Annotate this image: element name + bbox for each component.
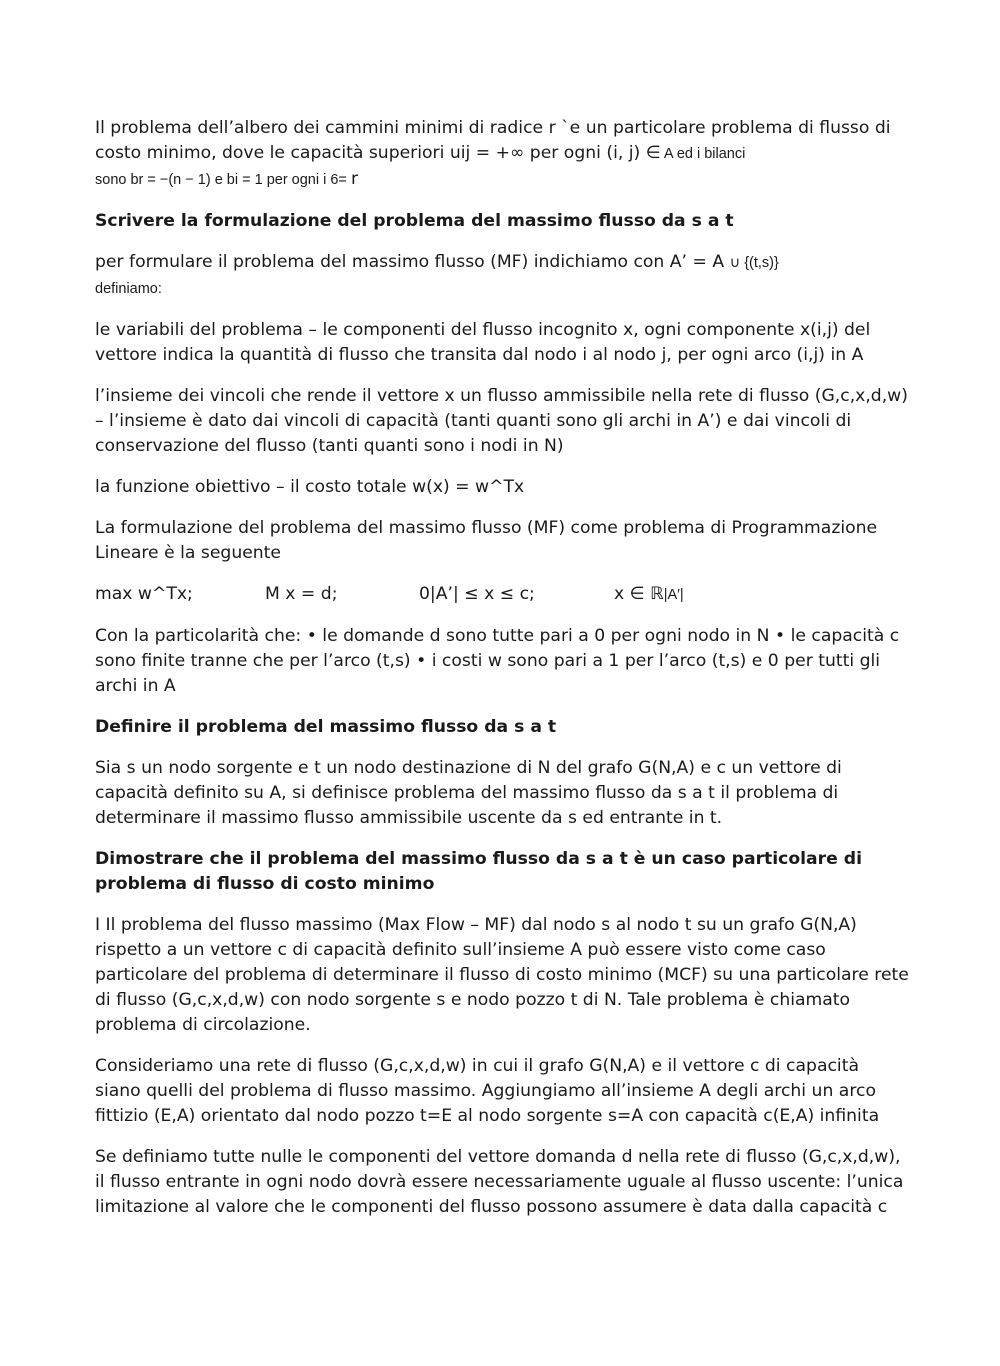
paragraph-definition: Sia s un nodo sorgente e t un nodo destinazione di N del grafo G(N,A) e c un vettore di capacità definito su A, si definisce problema del massimo flusso da s a t il problema di determinare il massimo flusso ammissibile uscente da s ed entrante in t.: [95, 758, 842, 828]
paragraph-text: ∪ {(t,s)}: [729, 255, 779, 271]
section-heading: Dimostrare che il problema del massimo flusso da s a t è un caso particolare di problema di flusso di costo minimo: [95, 849, 862, 894]
formula-objective: max w^Tx;: [95, 584, 193, 604]
formula-bounds: 0|A’| ≤ x ≤ c;: [419, 584, 535, 604]
paragraph-network-setup: Consideriamo una rete di flusso (G,c,x,d,w) in cui il grafo G(N,A) e il vettore c di capacità siano quelli del problema di flusso massimo. Aggiungiamo all’insieme A degli archi un arco fittizio (E,A) orientato dal nodo pozzo t=E al nodo sorgente s=A con capacità c(E,A) infinita: [95, 1056, 880, 1126]
document-body: [95, 116, 910, 1236]
paragraph-lp-formulation: La formulazione del problema del massimo flusso (MF) come problema di Programmazione Lineare è la seguente: [95, 518, 878, 563]
paragraph-text: r: [350, 169, 359, 189]
formula-domain: [614, 582, 684, 608]
paragraph-variables: le variabili del problema – le componenti del flusso incognito x, ogni componente x(i,j) del vettore indica la quantità di flusso che transita dal nodo i al nodo j, per ogni arco (i,j) in A: [95, 320, 871, 365]
paragraph-text: Il problema dell’albero dei cammini minimi di radice r `e un particolare problema di flusso di costo minimo, dove le capacità superiori uij = +∞ per ogni (i, j) ∈: [95, 118, 891, 163]
paragraph-shortest-path-tree: [95, 116, 910, 193]
section-heading: Definire il problema del massimo flusso da s a t: [95, 717, 557, 737]
paragraph-formulation-intro: [95, 250, 910, 302]
paragraph-text: sono br = −(n − 1) e bi = 1 per ogni i 6=: [95, 172, 351, 188]
paragraph-particularities: Con la particolarità che: • le domande d sono tutte pari a 0 per ogni nodo in N • le capacità c sono finite tranne che per l’arco (t,s) • i costi w sono pari a 1 per l’arco (t,s) e 0 per tutti gli archi in A: [95, 626, 900, 696]
paragraph-maxflow-as-mcf: I Il problema del flusso massimo (Max Flow – MF) dal nodo s al nodo t su un grafo G(N,A) rispetto a un vettore c di capacità definito sull’insieme A può essere visto come caso particolare del problema di determinare il flusso di costo minimo (MCF) su una particolare rete di flusso (G,c,x,d,w) con nodo sorgente s e nodo pozzo t di N. Tale problema è chiamato problema di circolazione.: [95, 915, 909, 1035]
formula-balance: M x = d;: [265, 584, 338, 604]
paragraph-circulation: Se definiamo tutte nulle le componenti del vettore domanda d nella rete di flusso (G,c,x,d,w), il flusso entrante in ogni nodo dovrà essere necessariamente uguale al flusso uscente: l’unica limitazione al valore che le componenti del flusso possono assumere è data dalla capacità c: [95, 1147, 904, 1217]
paragraph-objective: la funzione obiettivo – il costo totale w(x) = w^Tx: [95, 477, 525, 497]
formula-domain-text: |A′|: [663, 587, 684, 603]
paragraph-text: A ed i bilanci: [660, 146, 746, 162]
paragraph-text: per formulare il problema del massimo flusso (MF) indichiamo con A’ = A: [95, 252, 730, 272]
paragraph-text: definiamo:: [95, 281, 162, 297]
lp-formula: [95, 582, 910, 608]
formula-domain-text: x ∈ ℝ: [614, 584, 664, 604]
paragraph-constraints: l’insieme dei vincoli che rende il vettore x un flusso ammissibile nella rete di flusso (G,c,x,d,w) – l’insieme è dato dai vincoli di capacità (tanti quanti sono gli archi in A’) e dai vincoli di conservazione del flusso (tanti quanti sono i nodi in N): [95, 386, 908, 456]
section-heading: Scrivere la formulazione del problema del massimo flusso da s a t: [95, 211, 734, 231]
